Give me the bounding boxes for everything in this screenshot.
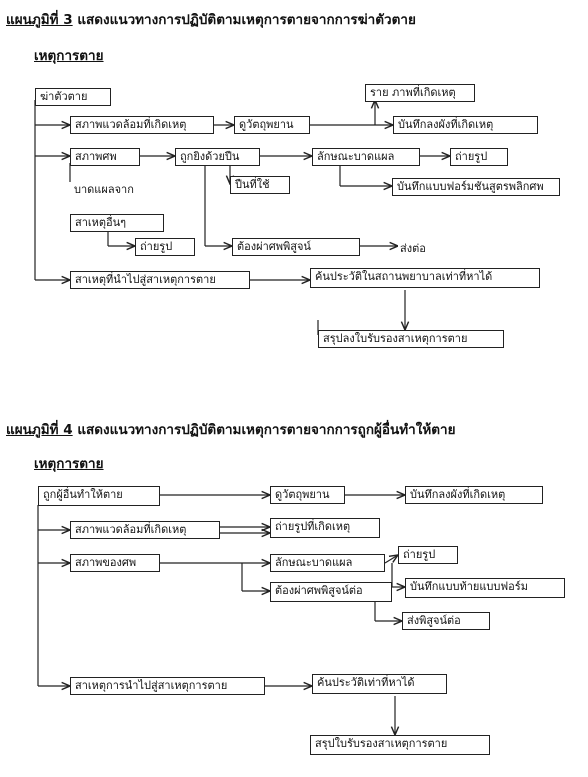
node-other-cause: สาเหตุอื่นๆ [70,214,164,232]
node-photo-3b: ถ่ายรูป [135,238,195,256]
node-history-4: ค้นประวัติเท่าที่หาได้ [312,674,447,694]
node-environment-3: สภาพแวดล้อมที่เกิดเหตุ [70,116,214,134]
node-wound-nature-3: ลักษณะบาดแผล [312,148,420,166]
node-scene-condition: ราย ภาพที่เกิดเหตุ [365,84,475,102]
node-record-form-3: บันทึกแบบฟอร์มชันสูตรพลิกศพ [392,178,560,196]
diagram3-title-label: แผนภูมิที่ 3 [6,12,73,28]
node-wound-nature-4: ลักษณะบาดแผล [270,554,385,572]
node-suicide: ฆ่าตัวตาย [35,88,111,106]
node-history-3: ค้นประวัติในสถานพยาบาลเท่าที่หาได้ [310,268,540,288]
node-homicide: ถูกผู้อื่นทำให้ตาย [38,486,160,506]
node-wound-from: บาดแผลจาก [72,180,136,198]
node-witness-3: ดูวัตถุพยาน [234,116,310,134]
node-witness-4: ดูวัตถุพยาน [270,486,345,504]
node-record-form-4: บันทึกแบบท้ายแบบฟอร์ม [405,578,565,598]
diagram4-title-label: แผนภูมิที่ 4 [6,422,73,438]
node-cause-leading-4: สาเหตุการนำไปสู่สาเหตุการตาย [70,677,265,695]
node-gunshot: ถูกยิงด้วยปืน [175,148,260,166]
node-send-prove: ส่งพิสูจน์ต่อ [402,612,490,630]
node-photo-4: ถ่ายรูป [398,546,458,564]
node-cause-leading-3: สาเหตุที่นำไปสู่สาเหตุการตาย [70,271,250,289]
diagram4-subtitle: เหตุการตาย [34,456,104,472]
node-autopsy-3: ต้องผ่าศพพิสูจน์ [232,238,360,256]
node-conclusion-4: สรุปใบรับรองสาเหตุการตาย [310,735,490,755]
diagram3-title-text: แสดงแนวทางการปฏิบัติตามเหตุการตายจากการฆ่าตัวตาย [77,12,416,28]
node-body-condition-4: สภาพของศพ [70,554,160,572]
diagram3-subtitle: เหตุการตาย [34,48,104,64]
node-environment-4: สภาพแวดล้อมที่เกิดเหตุ [70,521,220,539]
node-gun-used: ปืนที่ใช้ [230,176,290,194]
node-record-diagram-4: บันทึกลงผังที่เกิดเหตุ [405,486,543,504]
node-record-diagram-3: บันทึกลงผังที่เกิดเหตุ [393,116,538,134]
node-autopsy-4: ต้องผ่าศพพิสูจน์ต่อ [270,582,392,602]
node-photo-scene: ถ่ายรูปที่เกิดเหตุ [270,518,380,538]
node-photo-3a: ถ่ายรูป [450,148,508,166]
node-send: ส่งต่อ [398,239,428,257]
diagram4-title-text: แสดงแนวทางการปฏิบัติตามเหตุการตายจากการถูกผู้อื่นทำให้ตาย [77,422,456,438]
node-body-condition-3: สภาพศพ [70,148,140,166]
node-conclusion-3: สรุปลงใบรับรองสาเหตุการตาย [318,330,504,348]
